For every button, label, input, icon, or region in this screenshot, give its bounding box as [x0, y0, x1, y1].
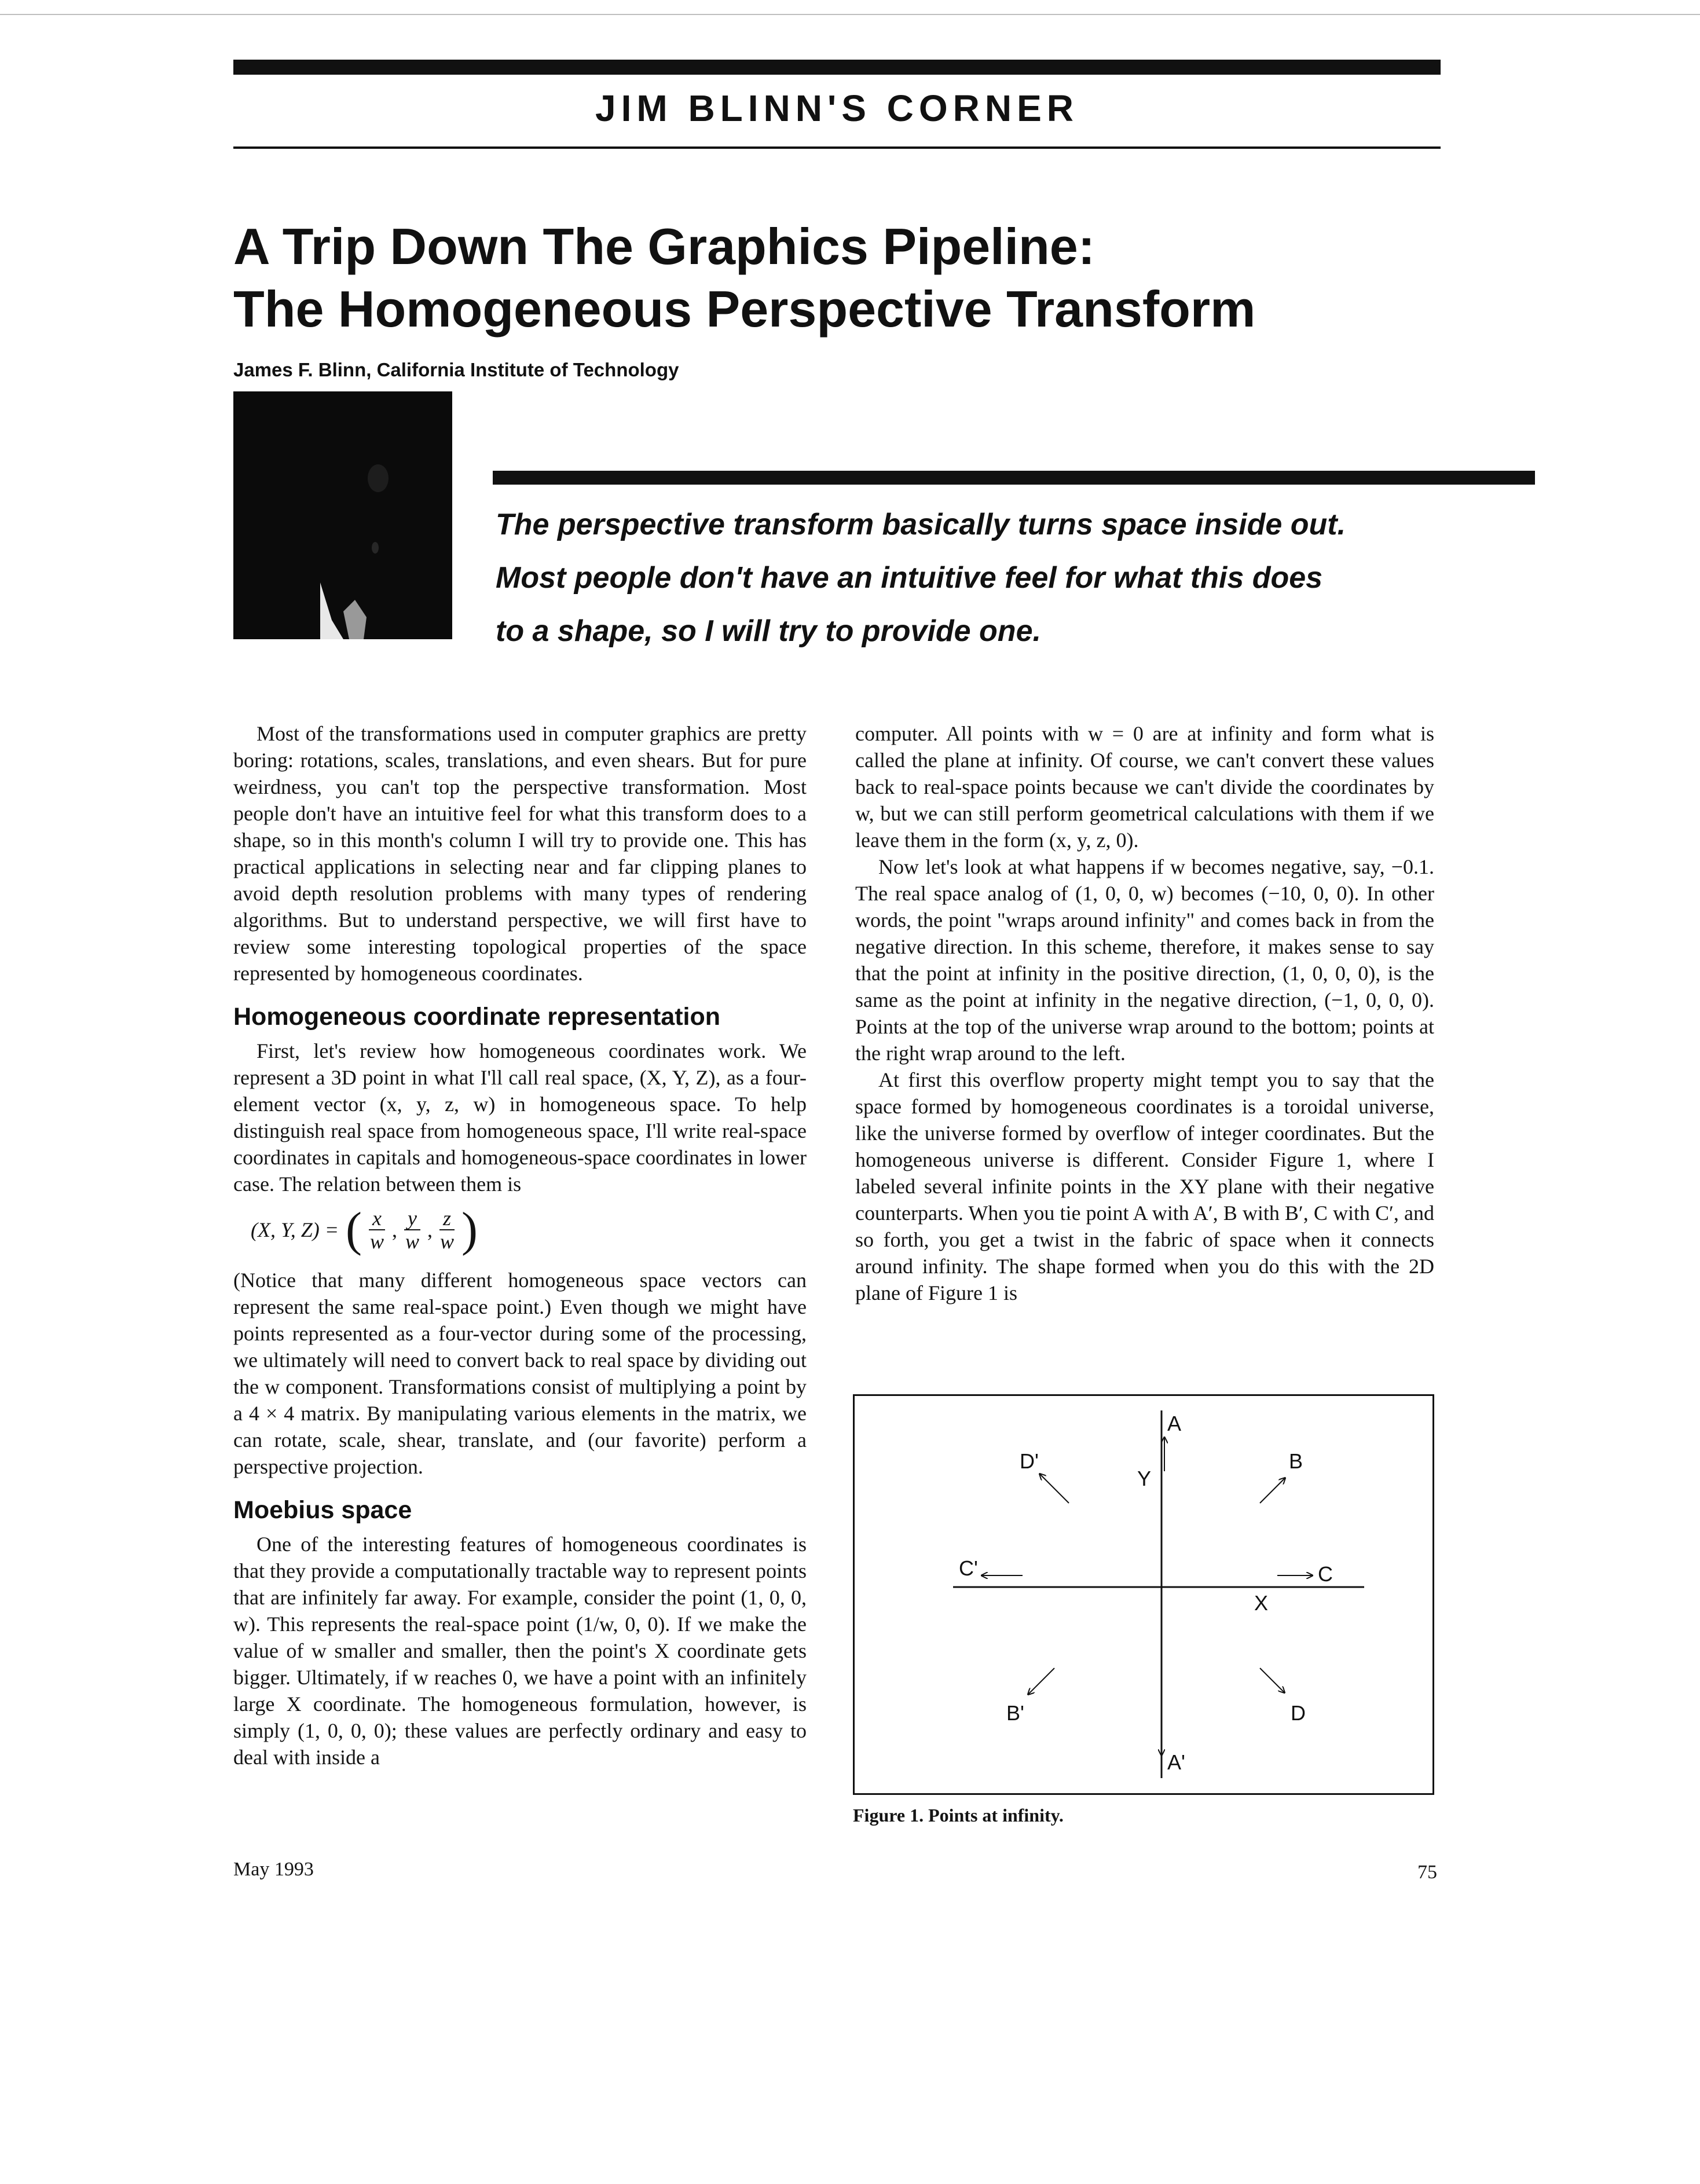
paragraph-intro: Most of the transformations used in computer graphics are pretty boring: rotations, scales, translations, and even shears. But for pure weirdness, you can't top the perspective transformation. Most people don't have an intuitive feel for what this transform does to a shape, so in this month's column I will try to provide one. This has practical applications in selecting near and far clipping planes to avoid depth resolution problems with many types of rendering algorithms. But to understand perspective, we will first have to review some interesting topological properties of the space represented by homogeneous coordinates. — [233, 722, 807, 985]
column-header: JIM BLINN'S CORNER — [595, 87, 1079, 129]
equation-fraction-x: $\frac{x}{w}$ — [369, 1207, 384, 1253]
equation-paren-close: ) — [461, 1203, 478, 1256]
label-b-prime: B' — [1006, 1701, 1024, 1725]
paragraph-homogeneous: First, let's review how homogeneous coordinates work. We represent a 3D point in what I'll call real space, (X, Y, Z), as a four-element vector (x, y, z, w) in homogeneous space. To help distinguish real space from homogeneous space, I'll write real-space coordinates in capitals and homogeneous-space coordinates in lower case. The relation between them is — [233, 1039, 807, 1196]
equation-fraction-z: $\frac{z}{w}$ — [439, 1207, 454, 1253]
body-column-left — [233, 720, 807, 1771]
label-c-prime: C' — [959, 1556, 978, 1580]
section-heading-homogeneous: Homogeneous coordinate representation — [233, 1003, 721, 1031]
arrow-d — [1260, 1668, 1284, 1692]
paragraph-negative-w: Now let's look at what happens if w becomes negative, say, −0.1. The real space analog of (1, 0, 0, w) becomes (−10, 0, 0). In other words, the point "wraps around infinity" and comes back in from the negative direction. In this scheme, therefore, it makes sense to say that the point at infinity in the positive direction, (1, 0, 0, 0), is the same as the point at infinity in the negative direction, (−1, 0, 0, 0). Points at the top of the universe wrap around to the bottom; points at the right wrap around to the left. — [855, 855, 1434, 1065]
pull-quote — [496, 498, 1515, 658]
figure-diagram — [855, 1396, 1432, 1793]
label-b: B — [1289, 1449, 1303, 1473]
body-column-right — [855, 720, 1434, 1306]
arrow-d-prime — [1040, 1474, 1069, 1503]
equation-paren-open: ( — [346, 1203, 362, 1256]
section-heading-moebius: Moebius space — [233, 1496, 412, 1524]
label-c: C — [1318, 1562, 1333, 1586]
equation-real-space: (X, Y, Z) = ( $\frac{x}{w}$ , $\frac{y}{w}$ , $\frac{z}{w}$ ) — [251, 1203, 478, 1256]
label-d: D — [1291, 1701, 1306, 1725]
page-number: 75 — [1417, 1861, 1437, 1883]
arrow-b-prime — [1028, 1668, 1054, 1694]
paragraph-moebius: One of the interesting features of homogeneous coordinates is that they provide a computationally tractable way to represent points that are infinitely far away. For example, consider the point (1, 0, 0, w). This represents the real-space point (1/w, 0, 0). If we make the value of w smaller and smaller, then the point's X coordinate gets bigger. Ultimately, if w reaches 0, we have a point with an infinitely large X coordinate. The homogeneous formulation, however, is simply (1, 0, 0, 0); these values are perfectly ordinary and easy to deal with inside a — [233, 1533, 807, 1769]
arrow-b — [1260, 1478, 1285, 1503]
equation-lhs: (X, Y, Z) = — [251, 1218, 339, 1241]
paragraph-overflow: At first this overflow property might tempt you to say that the space formed by homogeneous coordinates is a toroidal universe, like the universe formed by overflow of integer coordinates. But the homogeneous universe is different. Consider Figure 1, where I labeled several infinite points in the XY plane with their negative counterparts. When you tie point A with A′, B with B′, C with C′, and so forth, you get a twist in the fabric of space when it connects around infinity. The shape formed when you do this with the 2D plane of Figure 1 is — [855, 1068, 1434, 1304]
label-x-axis: X — [1254, 1591, 1269, 1615]
article-title — [233, 215, 1507, 340]
author-photo-image — [233, 391, 452, 639]
pull-quote-line-2: Most people don't have an intuitive feel for what this does — [496, 561, 1323, 595]
label-a: A — [1167, 1412, 1182, 1435]
pull-quote-bar — [493, 471, 1535, 485]
header-thick-rule — [233, 60, 1441, 75]
pull-quote-line-3: to a shape, so I will try to provide one. — [496, 614, 1041, 648]
paragraph-plane-infinity: computer. All points with w = 0 are at infinity and form what is called the plane at infinity. Of course, we can't convert these values back to real-space points because we can't divide the coordinates by w, but we can still perform geometrical calculations with them if we leave them in the form (x, y, z, 0). — [855, 722, 1434, 852]
author-photo — [233, 391, 452, 639]
pull-quote-line-1: The perspective transform basically turns space inside out. — [496, 508, 1346, 541]
title-line-2: The Homogeneous Perspective Transform — [233, 280, 1256, 338]
paragraph-vectors: (Notice that many different homogeneous space vectors can represent the same real-space point.) Even though we might have points represented as a four-vector during some of the processing, we ultimately will need to convert back to real space by dividing out the w component. Transformations consist of multiplying a point by a 4 × 4 matrix. By manipulating various elements in the matrix, we can rotate, scale, shear, translate, and (our favorite) perform a perspective projection. — [233, 1269, 807, 1478]
header-thin-rule — [233, 146, 1441, 149]
scan-edge-line — [0, 14, 1700, 15]
label-a-prime: A' — [1167, 1750, 1185, 1774]
title-line-1: A Trip Down The Graphics Pipeline: — [233, 218, 1096, 275]
equation-fraction-y: $\frac{y}{w}$ — [405, 1207, 419, 1253]
figure-points-at-infinity — [853, 1394, 1434, 1795]
figure-caption: Figure 1. Points at infinity. — [853, 1805, 1064, 1826]
footer-date: May 1993 — [233, 1859, 314, 1880]
label-d-prime: D' — [1020, 1449, 1039, 1473]
author-byline: James F. Blinn, California Institute of Technology — [233, 359, 679, 380]
label-y-axis: Y — [1137, 1467, 1152, 1490]
